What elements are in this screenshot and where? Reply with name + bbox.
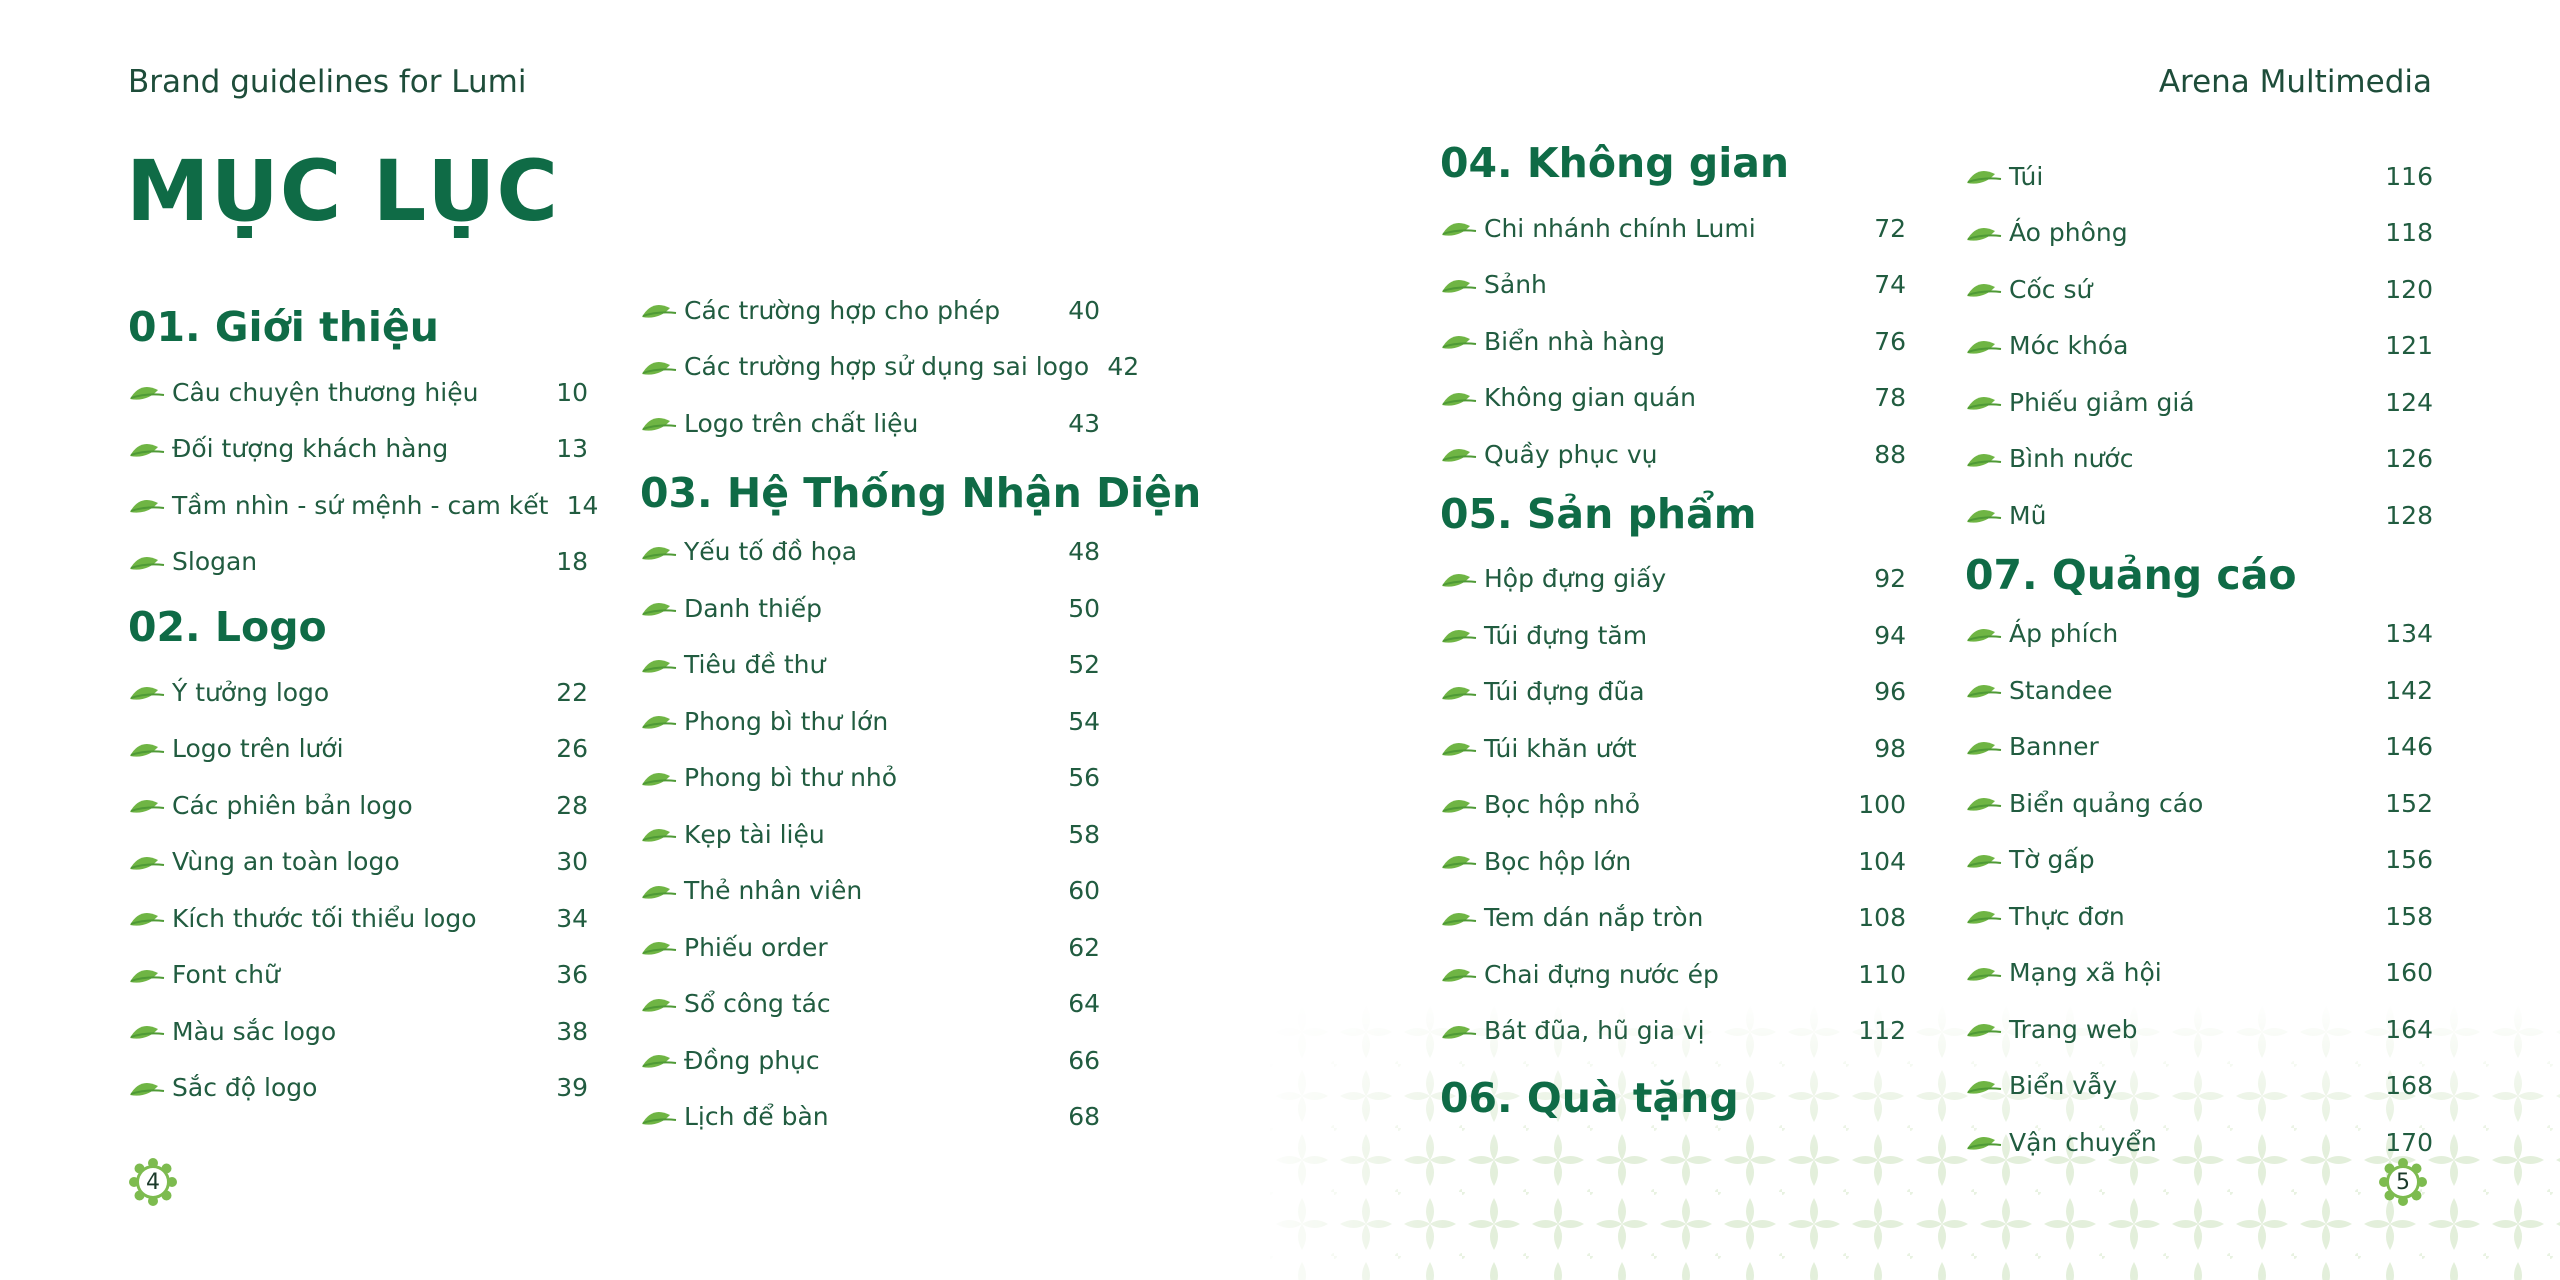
leaf-icon [640, 880, 680, 902]
leaf-icon [128, 494, 168, 516]
entry-label: Móc khóa [2009, 331, 2129, 361]
entry-page-number: 120 [2385, 274, 2433, 304]
leaf-icon [1965, 165, 2005, 187]
entry-label: Thực đơn [2009, 901, 2125, 931]
section-title-khong-gian: 04. Không gian [1440, 139, 1790, 187]
toc-entry[interactable] [1440, 777, 1906, 834]
entry-label: Font chữ [172, 960, 280, 990]
toc-entry[interactable] [640, 339, 1140, 396]
toc-entry[interactable] [640, 282, 1100, 339]
entry-label: Tiêu đề thư [684, 650, 826, 680]
leaf-icon [640, 412, 680, 434]
entry-page-number: 142 [2385, 675, 2433, 705]
entry-label: Bọc hộp nhỏ [1484, 790, 1641, 820]
entry-label: Tầm nhìn - sứ mệnh - cam kết [172, 490, 549, 520]
entry-label: Vận chuyển [2009, 1127, 2157, 1157]
entry-page-number: 94 [1874, 620, 1906, 650]
toc-entry[interactable] [128, 477, 599, 534]
leaf-icon [1440, 737, 1480, 759]
toc-entry[interactable] [640, 976, 1100, 1033]
entry-page-number: 158 [2385, 901, 2433, 931]
entry-page-number: 164 [2385, 1014, 2433, 1044]
entry-label: Kích thước tối thiểu logo [172, 903, 477, 933]
toc-entry[interactable] [1440, 370, 1906, 427]
entry-label: Chai đựng nước ép [1484, 959, 1719, 989]
section-entries [1965, 148, 2433, 544]
section-entries [1965, 606, 2433, 1171]
entry-page-number: 39 [556, 1073, 588, 1103]
entry-label: Sắc độ logo [172, 1073, 318, 1103]
toc-entry[interactable] [128, 1003, 588, 1060]
entry-page-number: 52 [1068, 650, 1100, 680]
entry-label: Túi [2009, 161, 2044, 191]
entry-label: Biển quảng cáo [2009, 788, 2204, 818]
toc-entry[interactable] [1965, 318, 2433, 375]
toc-entry[interactable] [1440, 720, 1906, 777]
leaf-icon [1440, 850, 1480, 872]
toc-entry[interactable] [1440, 257, 1906, 314]
toc-entry[interactable] [640, 806, 1100, 863]
entry-page-number: 124 [2385, 387, 2433, 417]
entry-label: Bát đũa, hũ gia vị [1484, 1016, 1705, 1046]
leaf-icon [640, 299, 680, 321]
toc-entry[interactable] [640, 919, 1100, 976]
entry-label: Bình nước [2009, 444, 2134, 474]
toc-column-4 [1965, 148, 2433, 1171]
toc-entry[interactable] [128, 1060, 588, 1117]
entry-page-number: 104 [1858, 846, 1906, 876]
entry-label: Vùng an toàn logo [172, 847, 400, 877]
leaf-icon [1965, 962, 2005, 984]
entry-label: Chi nhánh chính Lumi [1484, 213, 1756, 243]
toc-entry[interactable] [1965, 374, 2433, 431]
leaf-icon [1965, 679, 2005, 701]
toc-column-3 [1440, 132, 1906, 1135]
leaf-icon [128, 1020, 168, 1042]
leaf-icon [1965, 849, 2005, 871]
toc-entry[interactable] [1440, 551, 1906, 608]
entry-label: Các trường hợp cho phép [684, 295, 1001, 325]
leaf-icon [1965, 335, 2005, 357]
leaf-icon [1440, 330, 1480, 352]
entry-page-number: 110 [1858, 959, 1906, 989]
toc-entry[interactable] [1965, 945, 2433, 1002]
toc-column-2 [640, 282, 1202, 1145]
toc-entry[interactable] [1440, 946, 1906, 1003]
section-title-he-thong-nhan-dien: 03. Hệ Thống Nhận Diện [640, 468, 1202, 517]
entry-page-number: 58 [1068, 819, 1100, 849]
leaf-icon [128, 438, 168, 460]
leaf-icon [128, 794, 168, 816]
toc-entry[interactable] [1440, 833, 1906, 890]
leaf-icon [128, 907, 168, 929]
leaf-icon [640, 936, 680, 958]
entry-label: Màu sắc logo [172, 1016, 337, 1046]
leaf-icon [128, 1077, 168, 1099]
toc-entry[interactable] [640, 580, 1100, 637]
page-number-left [129, 1158, 177, 1206]
toc-entry[interactable] [1965, 1114, 2433, 1171]
toc-entry[interactable] [1965, 606, 2433, 663]
entry-label: Standee [2009, 675, 2113, 705]
entry-label: Biển vẫy [2009, 1071, 2118, 1101]
leaf-icon [1440, 217, 1480, 239]
entry-page-number: 56 [1068, 763, 1100, 793]
entry-page-number: 62 [1068, 932, 1100, 962]
toc-entry[interactable] [1965, 1001, 2433, 1058]
leaf-icon [1440, 963, 1480, 985]
section-title-logo: 02. Logo [128, 603, 327, 651]
section-entries [1440, 551, 1906, 1060]
toc-entry[interactable] [640, 863, 1100, 920]
leaf-icon [128, 551, 168, 573]
entry-page-number: 98 [1874, 733, 1906, 763]
toc-entry[interactable] [1965, 888, 2433, 945]
entry-label: Phong bì thư nhỏ [684, 763, 898, 793]
entry-page-number: 60 [1068, 876, 1100, 906]
entry-page-number: 76 [1874, 326, 1906, 356]
section-entries [640, 282, 1140, 452]
leaf-icon [1440, 568, 1480, 590]
leaf-icon [1965, 391, 2005, 413]
entry-page-number: 152 [2385, 788, 2433, 818]
entry-page-number: 18 [556, 547, 588, 577]
entry-page-number: 134 [2385, 619, 2433, 649]
leaf-icon [1965, 623, 2005, 645]
leaf-icon [128, 681, 168, 703]
leaf-icon [640, 767, 680, 789]
entry-page-number: 92 [1874, 564, 1906, 594]
entry-page-number: 43 [1068, 408, 1100, 438]
entry-label: Danh thiếp [684, 593, 823, 623]
toc-entry[interactable] [1440, 607, 1906, 664]
entry-page-number: 50 [1068, 593, 1100, 623]
section-title-qua-tang: 06. Quà tặng [1440, 1074, 1739, 1122]
leaf-icon [1965, 1018, 2005, 1040]
header-brand-guidelines: Brand guidelines for Lumi [128, 64, 527, 100]
leaf-icon [1440, 1020, 1480, 1042]
entry-label: Áp phích [2009, 619, 2119, 649]
entry-page-number: 22 [556, 677, 588, 707]
leaf-icon [1965, 222, 2005, 244]
leaf-icon [640, 993, 680, 1015]
leaf-icon [640, 597, 680, 619]
entry-page-number: 78 [1874, 383, 1906, 413]
entry-label: Túi đựng đũa [1484, 677, 1645, 707]
entry-page-number: 74 [1874, 270, 1906, 300]
entry-label: Mạng xã hội [2009, 958, 2162, 988]
entry-label: Túi đựng tăm [1484, 620, 1648, 650]
leaf-icon [640, 1049, 680, 1071]
entry-label: Áo phông [2009, 218, 2128, 248]
toc-entry[interactable] [128, 777, 588, 834]
toc-entry[interactable] [128, 534, 588, 591]
leaf-icon [640, 823, 680, 845]
entry-page-number: 26 [556, 734, 588, 764]
entry-page-number: 66 [1068, 1045, 1100, 1075]
entry-page-number: 170 [2385, 1127, 2433, 1157]
entry-label: Bọc hộp lớn [1484, 846, 1632, 876]
entry-page-number: 96 [1874, 677, 1906, 707]
entry-label: Phiếu order [684, 932, 828, 962]
leaf-icon [128, 851, 168, 873]
toc-entry[interactable] [128, 721, 588, 778]
leaf-icon [128, 738, 168, 760]
leaf-icon [1440, 907, 1480, 929]
toc-column-1 [128, 296, 599, 1116]
leaf-icon [1965, 1131, 2005, 1153]
leaf-icon [1440, 624, 1480, 646]
leaf-icon [128, 381, 168, 403]
toc-entry[interactable] [1965, 487, 2433, 544]
entry-label: Mũ [2009, 500, 2047, 530]
entry-label: Kẹp tài liệu [684, 819, 825, 849]
entry-page-number: 160 [2385, 958, 2433, 988]
leaf-icon [640, 710, 680, 732]
header-arena-multimedia: Arena Multimedia [2158, 64, 2432, 100]
toc-entry[interactable] [128, 947, 588, 1004]
entry-label: Tờ gấp [2009, 845, 2095, 875]
toc-entry[interactable] [640, 1032, 1100, 1089]
leaf-icon [640, 654, 680, 676]
section-title-gioi-thieu: 01. Giới thiệu [128, 303, 439, 351]
entry-page-number: 14 [566, 490, 599, 520]
toc-entry[interactable] [1440, 890, 1906, 947]
section-entries [128, 664, 588, 1116]
toc-entry[interactable] [1440, 1003, 1906, 1060]
entry-label: Ý tưởng logo [172, 677, 330, 707]
entry-label: Quầy phục vụ [1484, 439, 1658, 469]
entry-page-number: 118 [2385, 218, 2433, 248]
page-title: MỤC LỤC [126, 142, 560, 240]
entry-page-number: 64 [1068, 989, 1100, 1019]
section-entries [128, 364, 599, 590]
leaf-icon [640, 1106, 680, 1128]
section-title-san-pham: 05. Sản phẩm [1440, 489, 1757, 538]
leaf-icon [1965, 448, 2005, 470]
toc-entry[interactable] [128, 421, 588, 478]
entry-label: Lịch để bàn [684, 1102, 829, 1132]
entry-page-number: 48 [1068, 537, 1100, 567]
toc-entry[interactable] [1440, 313, 1906, 370]
leaf-icon [1440, 443, 1480, 465]
toc-entry[interactable] [640, 1089, 1100, 1146]
toc-entry[interactable] [1440, 200, 1906, 257]
entry-page-number: 13 [556, 434, 588, 464]
entry-label: Phong bì thư lớn [684, 706, 889, 736]
entry-label: Trang web [2009, 1014, 2138, 1044]
entry-label: Câu chuyện thương hiệu [172, 377, 479, 407]
section-entries [1440, 200, 1906, 483]
toc-entry[interactable] [1965, 148, 2433, 205]
toc-entry[interactable] [128, 664, 588, 721]
toc-entry[interactable] [640, 524, 1100, 581]
entry-label: Yếu tố đồ họa [684, 537, 858, 567]
entry-label: Hộp đựng giấy [1484, 564, 1667, 594]
page-number-right-value: 5 [2396, 1169, 2410, 1195]
leaf-icon [640, 356, 680, 378]
entry-page-number: 30 [556, 847, 588, 877]
entry-label: Banner [2009, 732, 2099, 762]
entry-page-number: 100 [1858, 790, 1906, 820]
toc-entry[interactable] [1965, 1058, 2433, 1115]
leaf-icon [1965, 792, 2005, 814]
entry-page-number: 54 [1068, 706, 1100, 736]
toc-entry[interactable] [640, 637, 1100, 694]
leaf-icon [1965, 504, 2005, 526]
leaf-icon [1440, 681, 1480, 703]
toc-entry[interactable] [640, 750, 1100, 807]
toc-entry[interactable] [1440, 426, 1906, 483]
entry-page-number: 156 [2385, 845, 2433, 875]
toc-entry[interactable] [1965, 719, 2433, 776]
entry-label: Đối tượng khách hàng [172, 434, 449, 464]
entry-page-number: 72 [1874, 213, 1906, 243]
entry-page-number: 28 [556, 790, 588, 820]
entry-label: Logo trên chất liệu [684, 408, 919, 438]
entry-page-number: 168 [2385, 1071, 2433, 1101]
entry-page-number: 121 [2385, 331, 2433, 361]
toc-entry[interactable] [1440, 664, 1906, 721]
entry-label: Cốc sứ [2009, 274, 2093, 304]
leaf-icon [1965, 736, 2005, 758]
entry-page-number: 108 [1858, 903, 1906, 933]
entry-page-number: 10 [556, 377, 588, 407]
toc-entry[interactable] [1965, 261, 2433, 318]
entry-page-number: 128 [2385, 500, 2433, 530]
toc-entry[interactable] [640, 693, 1100, 750]
entry-label: Các trường hợp sử dụng sai logo [684, 352, 1090, 382]
toc-entry[interactable] [128, 364, 588, 421]
entry-label: Sảnh [1484, 270, 1547, 300]
entry-page-number: 88 [1874, 439, 1906, 469]
entry-label: Biển nhà hàng [1484, 326, 1666, 356]
entry-label: Thẻ nhân viên [684, 876, 863, 906]
page-number-right [2379, 1158, 2427, 1206]
leaf-icon [1965, 1075, 2005, 1097]
entry-label: Slogan [172, 547, 258, 577]
entry-label: Phiếu giảm giá [2009, 387, 2195, 417]
entry-label: Túi khăn ướt [1484, 733, 1637, 763]
leaf-icon [1440, 274, 1480, 296]
entry-page-number: 146 [2385, 732, 2433, 762]
page-number-left-value: 4 [146, 1169, 160, 1195]
entry-page-number: 42 [1107, 352, 1140, 382]
toc-entry[interactable] [1965, 205, 2433, 262]
toc-entry[interactable] [640, 395, 1100, 452]
entry-label: Sổ công tác [684, 989, 831, 1019]
toc-entry[interactable] [128, 890, 588, 947]
entry-label: Đồng phục [684, 1045, 820, 1075]
toc-entry[interactable] [1965, 662, 2433, 719]
leaf-icon [1440, 387, 1480, 409]
entry-label: Không gian quán [1484, 383, 1696, 413]
entry-page-number: 68 [1068, 1102, 1100, 1132]
entry-page-number: 36 [556, 960, 588, 990]
entry-label: Logo trên lưới [172, 734, 344, 764]
entry-label: Các phiên bản logo [172, 790, 413, 820]
leaf-icon [1440, 794, 1480, 816]
toc-entry[interactable] [1965, 431, 2433, 488]
toc-entry[interactable] [1965, 775, 2433, 832]
leaf-icon [1965, 905, 2005, 927]
section-entries [640, 524, 1100, 1146]
entry-page-number: 34 [556, 903, 588, 933]
entry-page-number: 38 [556, 1016, 588, 1046]
leaf-icon [1965, 278, 2005, 300]
entry-page-number: 126 [2385, 444, 2433, 474]
toc-entry[interactable] [1965, 832, 2433, 889]
leaf-icon [640, 541, 680, 563]
entry-page-number: 116 [2385, 161, 2433, 191]
leaf-icon [128, 964, 168, 986]
toc-entry[interactable] [128, 834, 588, 891]
entry-page-number: 112 [1858, 1016, 1906, 1046]
section-title-quang-cao: 07. Quảng cáo [1965, 550, 2297, 599]
entry-page-number: 40 [1068, 295, 1100, 325]
entry-label: Tem dán nắp tròn [1484, 903, 1704, 933]
